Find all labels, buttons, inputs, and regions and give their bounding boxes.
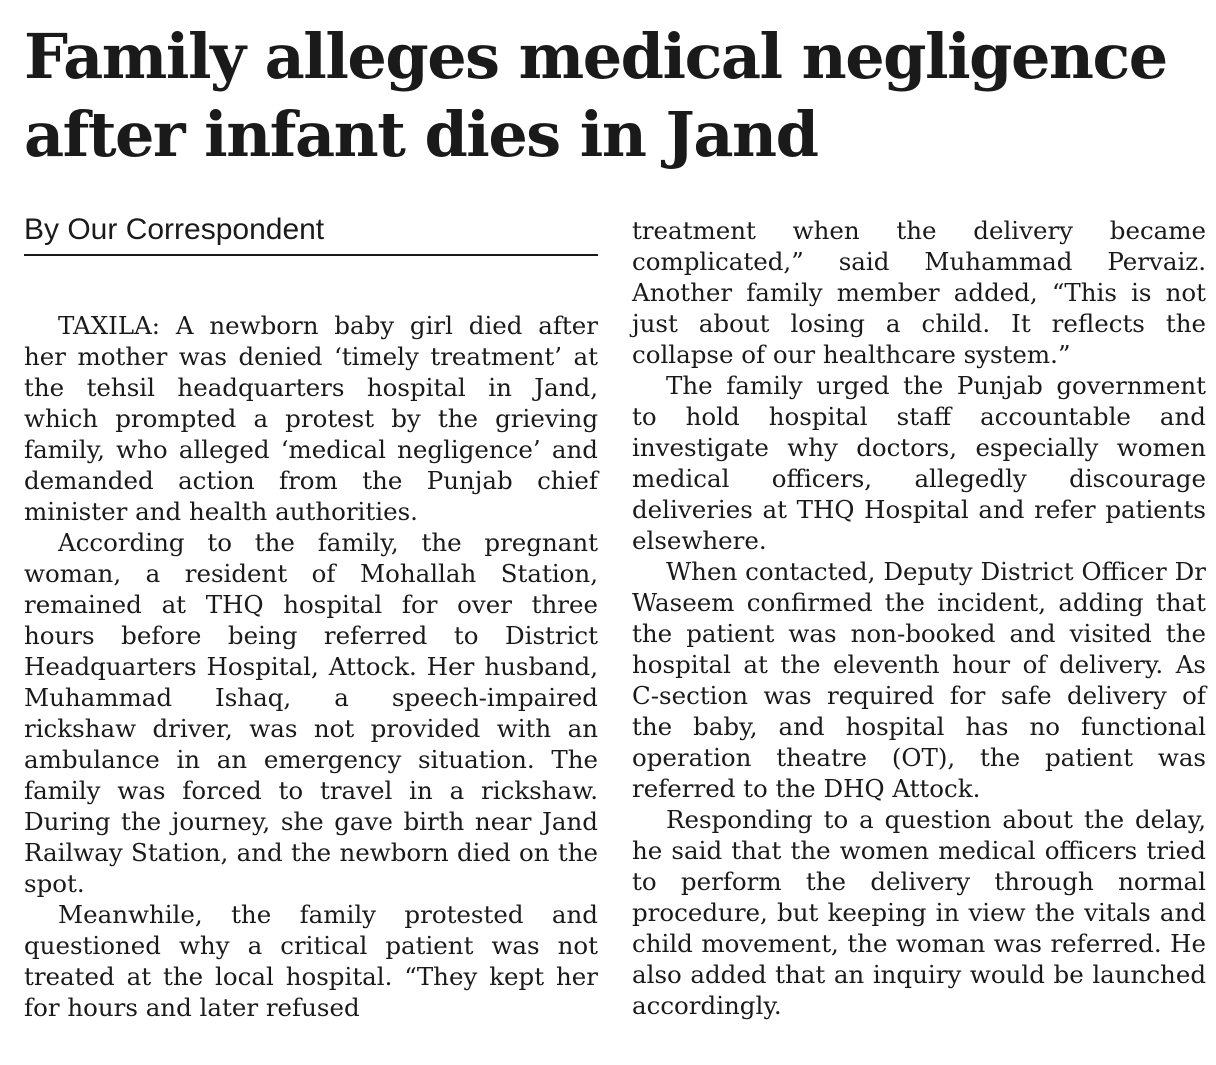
article-column-2 (632, 215, 1206, 1021)
byline: By Our Correspondent (24, 210, 598, 256)
paragraph: When contacted, Deputy District Officer Dr Waseem confirmed the incident, adding that the patient was non-booked and visited the hospital at the eleventh hour of delivery. As C-section was required for safe delivery of the baby, and hospital has no functional operation theatre (OT), the patient was referred to the DHQ Attock. (632, 557, 1206, 803)
paragraph-continued: treatment when the delivery became complicated,” said Muhammad Pervaiz. Another family member added, “This is not just about losing a child. It reflects the collapse of our healthcare system.” (632, 216, 1206, 369)
paragraph: According to the family, the pregnant woman, a resident of Mohallah Station, remained at THQ hospital for over three hours before being referred to District Headquarters Hospital, Attock. Her husband, Muhammad Ishaq, a speech-impaired rickshaw driver, was not provided with an ambulance in an emergency situation. The family was forced to travel in a rickshaw. During the journey, she gave birth near Jand Railway Station, and the newborn died on the spot. (24, 528, 598, 898)
article-column-1 (24, 310, 598, 1023)
paragraph: TAXILA: A newborn baby girl died after her mother was denied ‘timely treatment’ at the tehsil headquarters hospital in Jand, which prompted a protest by the grieving family, who alleged ‘medical negligence’ and demanded action from the Punjab chief minister and health authorities. (24, 311, 598, 526)
paragraph: The family urged the Punjab government to hold hospital staff accountable and investigate why doctors, especially women medical officers, allegedly discourage deliveries at THQ Hospital and refer patients elsewhere. (632, 371, 1206, 555)
paragraph: Responding to a question about the delay, he said that the women medical officers tried to perform the delivery through normal procedure, but keeping in view the vitals and child movement, the woman was referred. He also added that an inquiry would be launched accordingly. (632, 805, 1206, 1020)
paragraph: Meanwhile, the family protested and questioned why a critical patient was not treated at the local hospital. “They kept her for hours and later refused (24, 900, 598, 1022)
headline: Family alleges medical negligence after infant dies in Jand (24, 20, 1167, 171)
